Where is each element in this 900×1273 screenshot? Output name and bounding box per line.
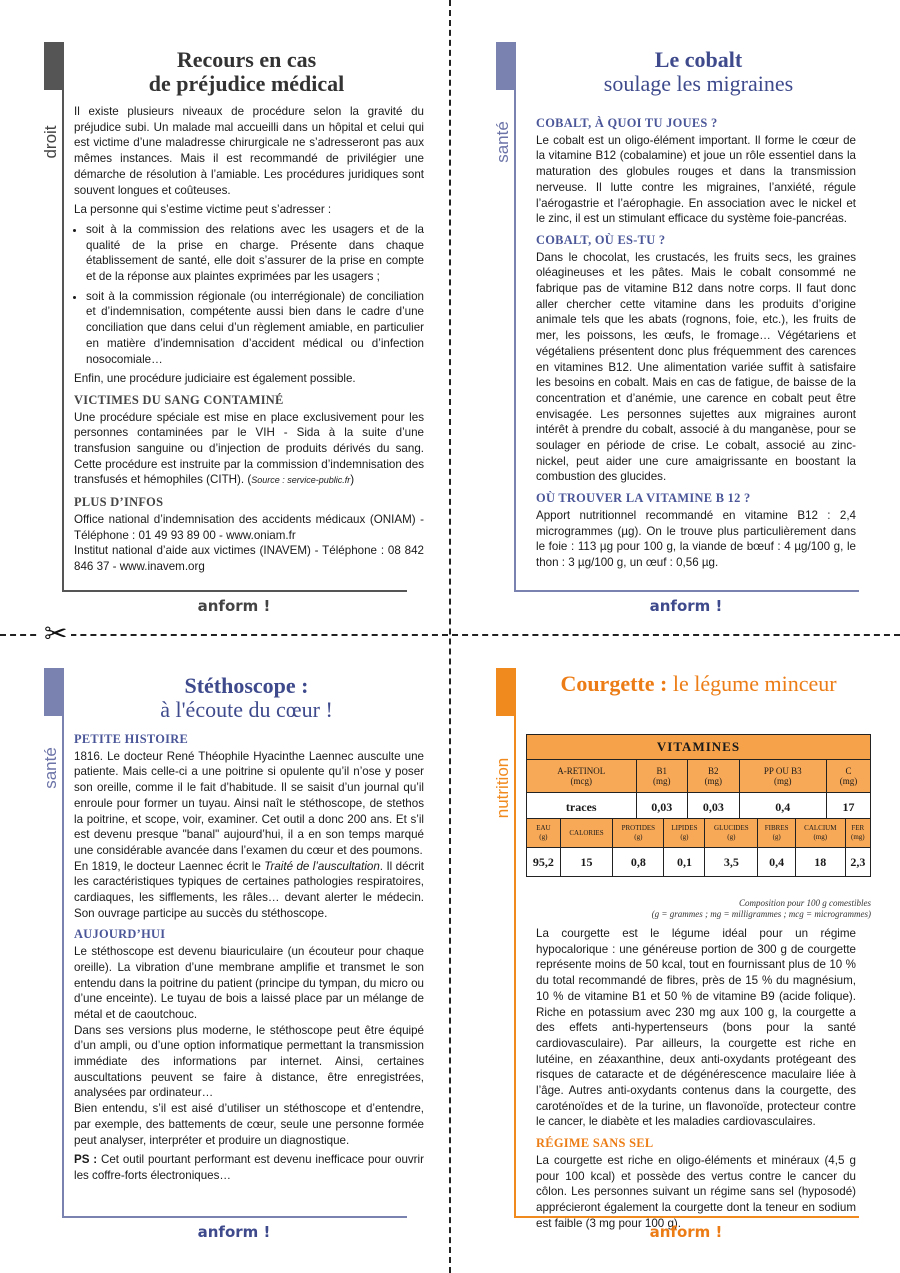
minerals-value-row — [527, 848, 871, 877]
card-courgette — [493, 668, 876, 1253]
brand-footer: anform ! — [649, 1223, 723, 1241]
card-title: Stéthoscope : à l'écoute du cœur ! — [160, 673, 333, 722]
card-body: Il existe plusieurs niveaux de procédure selon la gravité du préjudice subi. Un malade mal accueilli dans un hôpital et celui qui est victime d’une maladresse chirurgicale ne s’adresseront pas aux mêmes instances. Mais il est recommandé de privilégier une démarche de résolution à l’amiable. Les procédures juridiques sont souvent longues et coûteuses. La personne qui s’estime victime peut s’adresser : • soit à la commission des relations avec les usagers et de la qualité de la prise en charge. Présente dans chaque établissement de santé, elle doit s’assurer de la prise en compte et de la réponse aux plaintes exprimées par les usagers ; • soit à la commission régionale (ou interrégionale) de conciliation et d’indemnisation, compétente aussi bien dans le cadre d’une conciliation que dans celui d’un règlement amiable, en particulier en matière d’indemnisation d’accident médical ou d’infection nosocomiale… Enfin, une procédure judiciaire est également possible. VICTIMES DU SANG CONTAMINÉ Une procédure spéciale est mise en place exclusivement pour les personnes contaminées par le VIH - Sida à la suite d’une transfusion sanguine ou d’injection de produits dérivés du sang. Cette procédure est instruite par la commission d’indemnisation des transfusés et hémophiles (CITH). (Source : service-public.fr) PLUS D’INFOS Office national d’indemnisation des accidents médicaux (ONIAM) - Téléphone : 01 49 93 89 00 - www.oniam.fr Institut national d’aide aux victimes (INAVEM) - Téléphone : 08 842 846 37 - www.inavem.org — [74, 104, 424, 579]
brand-footer: anform ! — [197, 1223, 271, 1241]
section-heading: PETITE HISTOIRE — [74, 732, 189, 746]
card-tab — [41, 668, 64, 1253]
min-value-cell: 95,2 — [527, 848, 561, 877]
vitamins-table — [526, 734, 871, 822]
section-heading: PLUS D’INFOS — [74, 495, 164, 510]
card-droit — [41, 42, 424, 627]
vit-header-cell: C (mg) — [826, 760, 870, 793]
min-value-cell: 15 — [560, 848, 612, 877]
section-heading: COBALT, À QUOI TU JOUES ? — [536, 116, 718, 130]
vit-header-cell: B1 (mg) — [636, 760, 688, 793]
vitamins-caption: VITAMINES — [527, 735, 871, 760]
min-value-cell: 2,3 — [845, 848, 870, 877]
vit-header-cell: B2 (mg) — [688, 760, 740, 793]
category-label: nutrition — [493, 757, 512, 819]
vit-value-cell: 17 — [826, 793, 870, 822]
card-tab — [493, 668, 516, 1253]
card-body: COBALT, À QUOI TU JOUES ? Le cobalt est un oligo-élément important. Il forme le cœur de la vitamine B12 (cobalamine) et joue un rôle essentiel dans la maturation des globules rouges et dans la transmission nerveuse. Il lutte contre les migraines, l’anxiété, régule l’aérogastrie et l’aérophagie. En association avec le nickel et le zinc, il est un stimulant efficace du système foie-pancréas. COBALT, OÙ ES-TU ? Dans le chocolat, les crustacés, les fruits secs, les graines oléagineuses et les pâtes. Mais le cobalt consommé ne fabrique pas de vitamine B12 dans notre corps. Il faut donc aller chercher cette vitamine dans les produits d’origine animale tels que les abats (rognons, foie, etc.), les fruits de mer, les poissons, les œufs, le fromage… Végétariens et végétaliens présentent donc plus fréquemment des carences en vitamines B12. Une alimentation variée suffit à satisfaire les besoins en cobalt. Mais en cas de fatigue, de baisse de la concentration et d’anémie, une carence en cobalt peut être envisagée. Les personnes sujettes aux migraines auront intérêt à prendre du cobalt, associé à du manganèse, pour se soulager en période de crise. Le cobalt, associé au zinc-nickel, peut aider une cure amaigrissante en boostant la combustion des glucides. OÙ TROUVER LA VITAMINE B 12 ? Apport nutritionnel recommandé en vitamine B12 : 2,4 microgrammes (µg). On le trouve plus particulièrement dans le foie : 113 µg pour 100 g, la viande de bœuf : 4 µg/100 g, le thon : 3 µg/100 g, un œuf : 0,56 µg. — [536, 116, 856, 569]
vit-value-cell: 0,4 — [739, 793, 826, 822]
min-value-cell: 18 — [795, 848, 845, 877]
min-header-cell: LIPIDES (g) — [664, 819, 705, 848]
min-value-cell: 0,1 — [664, 848, 705, 877]
minerals-table — [526, 818, 871, 877]
horizontal-cut-line — [0, 634, 900, 636]
vertical-cut-line — [449, 0, 451, 1273]
vit-value-cell: 0,03 — [636, 793, 688, 822]
section-heading: RÉGIME SANS SEL — [536, 1136, 654, 1151]
min-value-cell: 0,8 — [613, 848, 664, 877]
min-header-cell: EAU (g) — [527, 819, 561, 848]
card-cobalt — [493, 42, 876, 627]
card-tab — [41, 42, 64, 627]
section-heading: AUJOURD’HUI — [74, 927, 166, 942]
section-heading: OÙ TROUVER LA VITAMINE B 12 ? — [536, 491, 751, 506]
vit-header-cell: PP OU B3 (mg) — [739, 760, 826, 793]
section-heading: COBALT, OÙ ES-TU ? — [536, 232, 666, 247]
scissors-icon: ✂ — [40, 620, 71, 648]
card-tab — [493, 42, 516, 627]
vitamins-header-row — [527, 760, 871, 793]
vit-value-cell: traces — [527, 793, 637, 822]
composition-note: Composition pour 100 g comestibles (g = grammes ; mg = milligrammes ; mcg = microgrammes) — [651, 898, 871, 919]
min-header-cell: FER (mg) — [845, 819, 870, 848]
vit-header-cell: A-RETINOL (mcg) — [527, 760, 637, 793]
minerals-header-row — [527, 819, 871, 848]
brand-footer: anform ! — [197, 597, 271, 615]
card-title: Le cobalt soulage les migraines — [603, 47, 794, 96]
category-label: santé — [493, 121, 512, 163]
category-label: santé — [41, 747, 60, 789]
card-title: Recours en cas de préjudice médical — [148, 47, 345, 96]
card-stethoscope — [41, 668, 425, 1253]
section-heading: VICTIMES DU SANG CONTAMINÉ — [74, 392, 284, 407]
min-header-cell: FIBRES (g) — [758, 819, 796, 848]
card-body: La courgette est le légume idéal pour un régime hypocalorique : une généreuse portion de 300 g de courgette représente moins de 50 kcal, tout en fournissant plus de 10 % du total recommandé de fibres, près de 15 % du magnésium, 10 % de vitamine B1 et 50 % de vitamine B9 (acide folique). Riche en potassium avec 230 mg aux 100 g, la courgette a des effets anti-hypertenseurs (bons pour la santé cardiovasculaire). Par ailleurs, la courgette est riche en lutéine, en zéaxanthine, deux anti-oxydants protégeant des risques de cataracte et de dégénérescence maculaire liée à l’âge. Autres anti-oxydants contenus dans la courgette, des caroténoïdes et de la turine, un flavonoïde, protecteur contre le cancer, le diabète et les maladies cardiovasculaires. RÉGIME SANS SEL La courgette est riche en oligo-éléments et minéraux (4,5 g pour 100 kcal) et possède des vertus contre le cancer du côlon. Les personnes suivant un régime sans sel (hyposodé) apprécieront également la courgette dont la teneur en sodium est faible (3 mg pour 100 g). — [536, 927, 856, 1230]
min-value-cell: 3,5 — [705, 848, 758, 877]
card-title: Courgette : le légume minceur — [560, 671, 837, 696]
category-label: droit — [41, 125, 60, 159]
min-value-cell: 0,4 — [758, 848, 796, 877]
min-header-cell: GLUCIDES (g) — [705, 819, 758, 848]
source-note: Source : service-public.fr — [251, 475, 351, 486]
card-body: PETITE HISTOIRE 1816. Le docteur René Théophile Hyacinthe Laennec ausculte une patiente. Mais celle-ci a une poitrine si opulente qu’il n’ose y poser son oreille, comme il le fait d’habitude. Il se saisit d’un journal qu’il enroule pour former un tuyau. Ainsi naît le stéthoscope, de stethos la poitrine, et scope, voir, examiner. Cet outil a donc 200 ans. Et s’il est devenu presque "banal" aujourd’hui, il a en son temps marqué une considérable avancée dans l’examen du cœur et des poumons. En 1819, le docteur Laennec écrit le Traité de l’auscultation. Il décrit les caractéristiques typiques de certaines pathologies respiratoires, cardiaques, les sifflements, les râles… devant alerter le médecin. Son ouvrage participe au succès du stéthoscope. AUJOURD’HUI Le stéthoscope est devenu biauriculaire (un écouteur pour chaque oreille). La vibration d’une membrane amplifie et transmet le son entendu dans la poitrine du patient (principe du tympan, du micro ou d’une enceinte). Le tuyau de bois a laissé place par un mélange de métal et de caoutchouc. Dans ses versions plus moderne, le stéthoscope peut être équipé d’un ampli, ou d’une option informatique permettant la transmission immédiate des informations par internet. Ainsi, certaines auscultations peuvent se faire à distance, être enregistrées, analysées par ordinateur… Bien entendu, s’il est aisé d’utiliser un stéthoscope et d’entendre, par exemple, des battements de cœur, seule une personne formée peut analyser, interpréter et produire un diagnostique. PS : Cet outil pourtant performant est devenu inefficace pour ouvrir les coffre-forts électroniques… — [74, 732, 425, 1182]
min-header-cell: CALORIES — [560, 819, 612, 848]
min-header-cell: CALCIUM (mg) — [795, 819, 845, 848]
min-header-cell: PROTIDES (g) — [613, 819, 664, 848]
brand-footer: anform ! — [649, 597, 723, 615]
vit-value-cell: 0,03 — [688, 793, 740, 822]
bullet-list: • soit à la commission des relations avec les usagers et de la qualité de la prise en charge. Présente dans chaque établissement de santé, elle doit s’assurer de la prise en compte et de la réponse aux plaintes exprimées par les usagers ; • soit à la commission régionale (ou interrégionale) de conciliation et d’indemnisation, compétente aussi bien dans le cadre d’une conciliation que dans celui d’un règlement amiable, en particulier en matière d’indemnisation d’accident médical ou d’infection nosocomiale… — [74, 222, 424, 367]
